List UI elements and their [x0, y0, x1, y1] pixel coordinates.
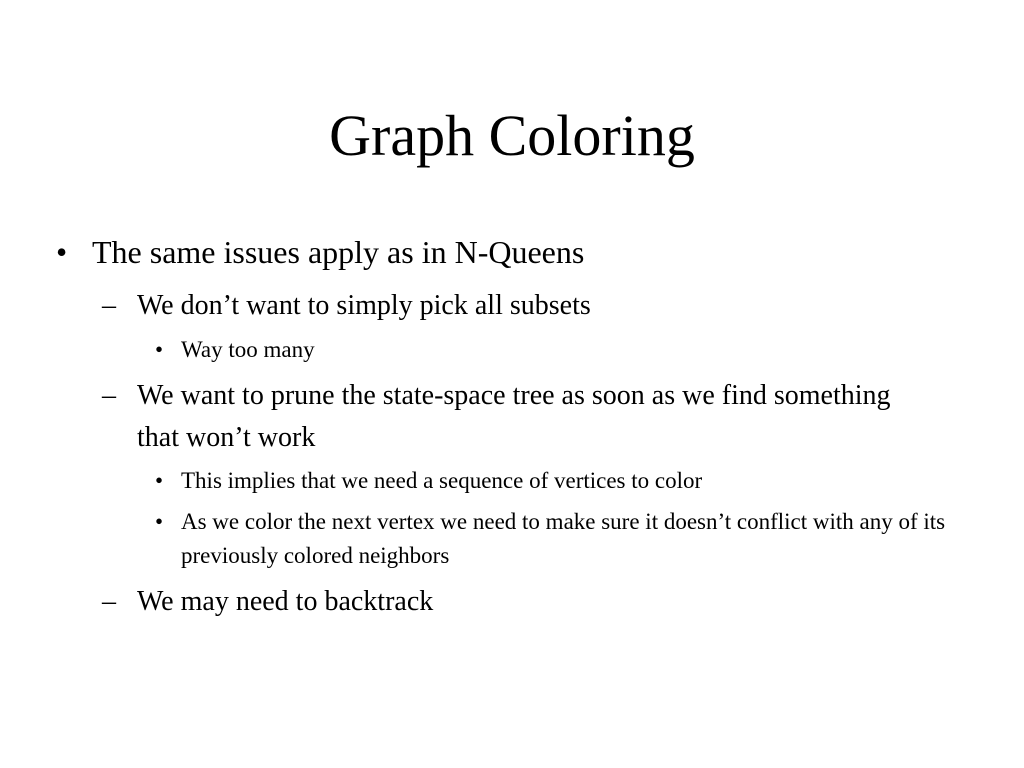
bullet-item-level3 [155, 505, 971, 573]
slide-title: Graph Coloring [329, 103, 695, 168]
bullet-text: We don’t want to simply pick all subsets [137, 290, 591, 321]
bullet-text: We want to prune the state-space tree as soon as we find something that won’t work [137, 380, 891, 453]
bullet-item-level3 [155, 333, 981, 367]
bullet-marker: • [155, 468, 164, 493]
bullet-item-level1 [56, 232, 972, 272]
bullet-item-level2 [102, 375, 917, 459]
bullet-marker: • [155, 337, 164, 362]
dash-marker: – [102, 586, 116, 617]
bullet-item-level3 [155, 464, 981, 498]
bullet-marker: • [155, 509, 164, 534]
bullet-marker: • [56, 234, 68, 270]
bullet-text: We may need to backtrack [137, 586, 434, 617]
bullet-text: Way too many [181, 337, 315, 362]
bullet-text: This implies that we need a sequence of vertices to color [181, 468, 703, 493]
bullet-item-level2 [102, 285, 957, 327]
dash-marker: – [102, 380, 116, 411]
bullet-item-level2 [102, 581, 957, 623]
dash-marker: – [102, 290, 116, 321]
bullet-text: The same issues apply as in N-Queens [92, 234, 585, 270]
bullet-text: As we color the next vertex we need to make sure it doesn’t conflict with any of its previously colored neighbors [181, 509, 946, 568]
